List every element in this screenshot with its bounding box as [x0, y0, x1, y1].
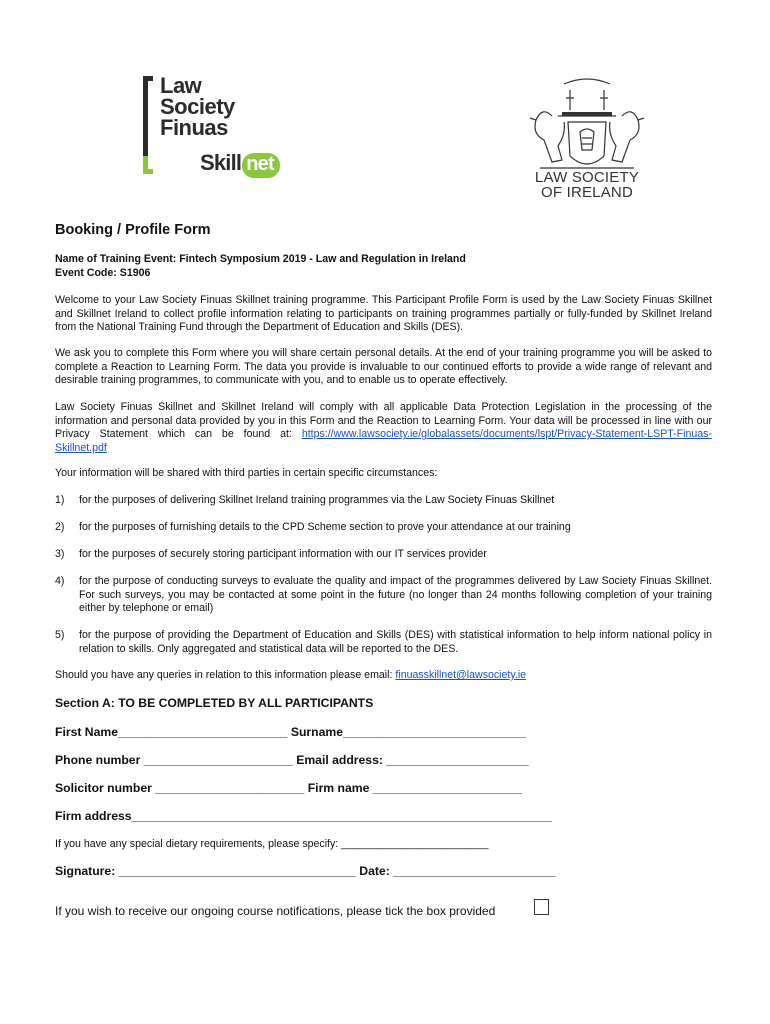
solicitor-number-field[interactable]: Solicitor number ______________________ [55, 781, 308, 795]
request-paragraph: We ask you to complete this Form where you will share certain personal details. At the end of your training programme you will be asked to complete a Reaction to Learning Form. The data you provide is invaluable to our continued efforts to provide a wide range of relevant and desirable training programmes, to communicate with you, and to enable us to operate effectively. [55, 347, 712, 387]
lsf-logo-line: Finuas [160, 115, 228, 140]
signature-field[interactable]: Signature: ___________________________________ [55, 864, 360, 878]
skillnet-logo-suffix: net [242, 153, 280, 178]
lsf-logo-line: Law [160, 73, 202, 98]
surname-field[interactable]: Surname___________________________ [290, 725, 527, 739]
law-society-ireland-text [532, 170, 642, 200]
skillnet-logo-prefix: Skill [200, 150, 242, 175]
date-field[interactable]: Date: ________________________ [359, 864, 556, 878]
section-a-heading: Section A: TO BE COMPLETED BY ALL PARTICIPANTS [55, 696, 374, 710]
event-name: Name of Training Event: Fintech Symposium 2019 - Law and Regulation in Ireland [55, 253, 466, 265]
lsf-logo-bracket [143, 76, 150, 174]
firm-address-field[interactable]: Firm address______________________________________________________________ [55, 809, 552, 823]
email-address-field[interactable]: Email address: _____________________ [296, 753, 529, 767]
data-protection-text: Law Society Finuas Skillnet and Skillnet Ireland will comply with all applicable Data Protection Legislation in the processing of the information and personal data provided by you in this Form and the Reaction to Learning Form. Your data will be processed in line with our Privacy Statement which can be found at: [55, 401, 712, 441]
name-row [55, 725, 526, 739]
event-code: Event Code: S1906 [55, 267, 151, 279]
list-item-text: for the purposes of securely storing participant information with our IT services provider [79, 548, 487, 560]
intro-paragraph: Welcome to your Law Society Finuas Skillnet training programme. This Participant Profile Form is used by the Law Society Finuas Skillnet and Skillnet Ireland to collect profile information relating to participants on training programmes partially or fully-funded by Skillnet Ireland from the National Training Fund through the Department of Education and Skills (DES). [55, 294, 712, 334]
solicitor-row [55, 781, 522, 795]
phone-number-field[interactable]: Phone number ______________________ [55, 753, 297, 767]
privacy-statement-link[interactable]: https://www.lawsociety.ie/globalassets/documents/lspt/Privacy-Statement-LSPT-Finuas-Skillnet.pdf [55, 428, 712, 454]
dietary-requirements-field[interactable]: If you have any special dietary requirements, please specify: _________________________ [55, 838, 489, 850]
list-item-number: 5) [55, 629, 65, 641]
data-protection-paragraph [55, 401, 712, 455]
lsf-logo-line: Society [160, 94, 235, 119]
first-name-field[interactable]: First Name_________________________ [55, 725, 291, 739]
list-item-number: 3) [55, 548, 65, 560]
list-item-text: for the purposes of furnishing details to the CPD Scheme section to prove your attendance at our training [79, 521, 571, 533]
list-item-text: for the purpose of conducting surveys to evaluate the quality and impact of the programmes delivered by Law Society Finuas Skillnet. For such surveys, you may be contacted at some point in the future (no longer than 24 months following completion of your training either by telephone or email) [79, 575, 712, 615]
list-item-number: 1) [55, 494, 65, 506]
notifications-text: If you wish to receive our ongoing course notifications, please tick the box provided [55, 904, 496, 918]
queries-paragraph [55, 669, 712, 683]
notifications-checkbox[interactable] [534, 899, 549, 915]
lsi-line: LAW SOCIETY [534, 169, 640, 186]
event-details [55, 252, 466, 280]
firm-name-field[interactable]: Firm name ______________________ [307, 781, 522, 795]
lsf-logo-text [160, 73, 235, 140]
queries-text: Should you have any queries in relation to this information please email: [55, 669, 396, 681]
list-item-text: for the purposes of delivering Skillnet Ireland training programmes via the Law Society Finuas Skillnet [79, 494, 555, 506]
contact-email-link[interactable]: finuasskillnet@lawsociety.ie [395, 669, 527, 681]
list-item-number: 2) [55, 521, 65, 533]
list-item-number: 4) [55, 575, 65, 587]
list-item-text: for the purpose of providing the Department of Education and Skills (DES) with statistical information to help inform national policy in relation to skills. Only aggregated and statistical data will be reported to the DES. [79, 629, 712, 655]
contact-row [55, 753, 529, 767]
signature-row [55, 864, 556, 878]
third-parties-intro: Your information will be shared with third parties in certain specific circumstances: [55, 467, 438, 479]
lsi-line: OF IRELAND [540, 184, 633, 201]
form-title: Booking / Profile Form [55, 222, 211, 238]
law-society-crest-icon [522, 76, 652, 180]
skillnet-logo [200, 150, 280, 178]
